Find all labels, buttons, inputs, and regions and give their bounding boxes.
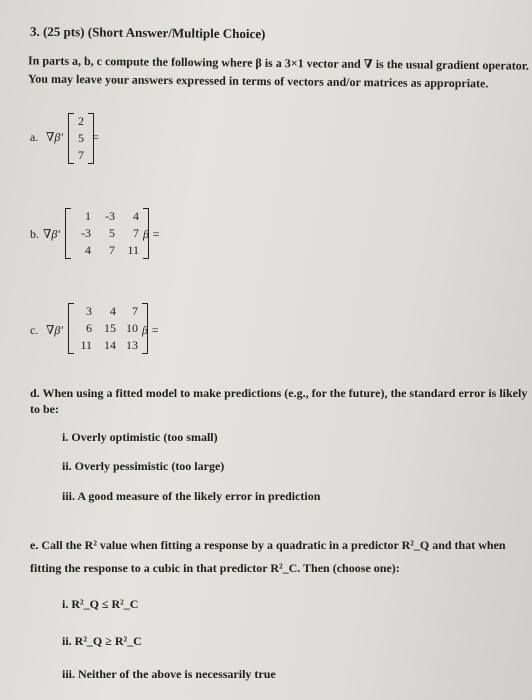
matrix-cell: 7 (109, 243, 115, 257)
matrix-cell: 7 (132, 304, 138, 318)
part-a-vector (68, 113, 94, 164)
matrix-cell: 11 (80, 338, 92, 352)
part-d-option-ii: ii. Overly pessimistic (too large) (62, 459, 225, 473)
part-b-label: b. (30, 227, 39, 241)
part-b-beta-equals: β = (143, 227, 161, 241)
part-c-gradient-expr: ∇β′ (46, 323, 63, 337)
part-e-question-line-2: fitting the response to a cubic in that predictor R²_C. Then (choose one): (30, 561, 400, 575)
matrix-cell: -3 (81, 226, 91, 240)
part-e-option-iii: iii. Neither of the above is necessarily true (62, 667, 276, 681)
matrix-cell: 7 (133, 226, 139, 240)
vector-cell: 7 (78, 148, 84, 162)
matrix-cell: 4 (133, 209, 139, 223)
part-e-option-ii: ii. R²_Q ≥ R²_C (62, 634, 142, 648)
part-a-equals: = (92, 130, 99, 144)
matrix-cell: 10 (126, 321, 138, 335)
matrix-cell: 1 (85, 209, 91, 223)
part-a-label: a. (30, 130, 39, 144)
part-c-label: c. (30, 323, 39, 337)
matrix-cell: 5 (109, 226, 115, 240)
matrix-cell: 3 (86, 304, 92, 318)
part-a-gradient-expr: ∇β′ (46, 130, 63, 144)
part-c-beta-equals: β = (142, 323, 160, 337)
part-b-matrix (65, 208, 149, 259)
part-d-question-line-2: to be: (30, 402, 59, 416)
vector-cell: 5 (78, 131, 84, 145)
part-e-question-line-1: e. Call the R² value when fitting a response by a quadratic in a predictor R²_Q and that when (30, 538, 506, 552)
matrix-cell: 4 (110, 304, 116, 318)
part-d-option-iii: iii. A good measure of the likely error in prediction (62, 489, 321, 503)
matrix-cell: 13 (126, 338, 138, 352)
matrix-cell: 15 (104, 321, 116, 335)
part-d-option-i: i. Overly optimistic (too small) (62, 430, 218, 444)
matrix-cell: 11 (127, 243, 139, 257)
question-header: 3. (25 pts) (Short Answer/Multiple Choice) (29, 23, 266, 42)
part-e-option-i: i. R²_Q ≤ R²_C (62, 597, 139, 611)
part-d-question-line-1: d. When using a fitted model to make predictions (e.g., for the future), the standard error is likely (30, 386, 528, 400)
vector-cell: 2 (78, 114, 84, 128)
intro-line-2: You may leave your answers expressed in terms of vectors and/or matrices as appropriate. (27, 71, 489, 91)
part-b-gradient-expr: ∇β′ (43, 227, 60, 241)
matrix-cell: 4 (85, 243, 91, 257)
matrix-cell: 6 (86, 321, 92, 335)
intro-line-1: In parts a, b, c compute the following where β is a 3×1 vector and ∇ is the usual gradient operator. (27, 53, 530, 73)
matrix-cell: -3 (105, 209, 115, 223)
matrix-cell: 14 (104, 338, 116, 352)
part-c-matrix (68, 303, 148, 354)
